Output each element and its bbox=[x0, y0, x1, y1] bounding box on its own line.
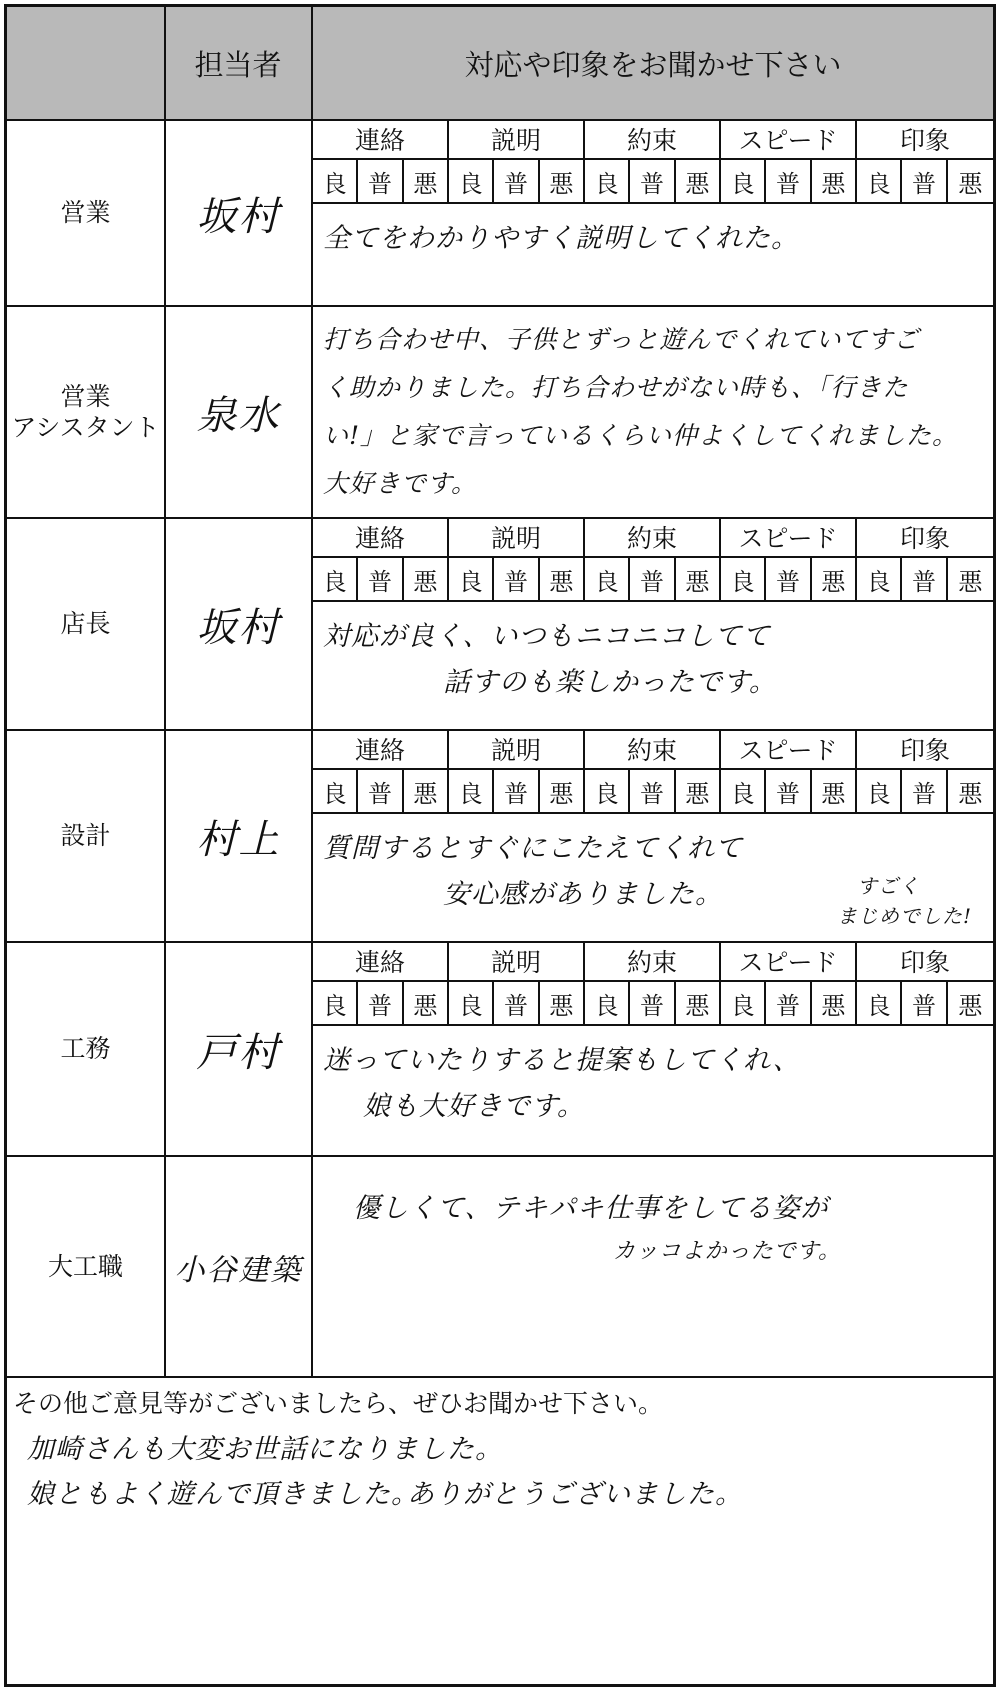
rating-option-selected[interactable]: 良 bbox=[585, 558, 630, 602]
rating-option[interactable]: 悪 bbox=[540, 160, 585, 204]
comment-line: 話すのも楽しかったです。 bbox=[443, 667, 777, 698]
rating-option[interactable]: 悪 bbox=[676, 770, 721, 814]
rating-option[interactable]: 悪 bbox=[812, 770, 857, 814]
feedback-sheet bbox=[4, 4, 996, 1687]
rating-option-selected[interactable]: 良 bbox=[585, 982, 630, 1026]
rating-category-header: スピード bbox=[721, 518, 857, 558]
rating-category-header: 印象 bbox=[857, 942, 993, 982]
rating-category-header: スピード bbox=[721, 120, 857, 160]
rating-option[interactable]: 悪 bbox=[540, 982, 585, 1026]
rating-option[interactable]: 普 bbox=[358, 770, 403, 814]
comment-line: 大好きです。 bbox=[323, 469, 478, 498]
rating-category-header: 連絡 bbox=[313, 730, 449, 770]
comment-line: カッコよかったです。 bbox=[613, 1239, 842, 1264]
rating-option[interactable]: 悪 bbox=[948, 558, 993, 602]
rating-category-header: 連絡 bbox=[313, 518, 449, 558]
rating-option-selected[interactable]: 良 bbox=[721, 770, 766, 814]
comment-line: 質問するとすぐにこたえてくれて bbox=[323, 833, 743, 864]
rating-category-header: 約束 bbox=[585, 120, 721, 160]
rating-option[interactable]: 悪 bbox=[540, 770, 585, 814]
rating-option[interactable]: 普 bbox=[902, 770, 947, 814]
side-note-line: まじめでした! bbox=[837, 904, 973, 928]
rating-option[interactable]: 悪 bbox=[948, 982, 993, 1026]
rating-option[interactable]: 悪 bbox=[676, 982, 721, 1026]
rating-option[interactable]: 普 bbox=[766, 982, 811, 1026]
person-name: 坂村 bbox=[196, 604, 281, 651]
other-comment-line-2: 娘ともよく遊んで頂きました。 bbox=[27, 1479, 419, 1510]
col-divider-2 bbox=[311, 7, 313, 1376]
rating-option-selected[interactable]: 良 bbox=[585, 770, 630, 814]
rating-option-selected[interactable]: 良 bbox=[857, 558, 902, 602]
rating-option[interactable]: 普 bbox=[494, 558, 539, 602]
rating-option[interactable]: 普 bbox=[902, 982, 947, 1026]
rating-category-header: 説明 bbox=[449, 730, 585, 770]
comment-line: 安心感がありました。 bbox=[443, 879, 723, 910]
rating-option-selected[interactable]: 良 bbox=[721, 558, 766, 602]
rating-option[interactable]: 悪 bbox=[812, 982, 857, 1026]
rating-option[interactable]: 普 bbox=[766, 770, 811, 814]
rating-option[interactable]: 悪 bbox=[676, 160, 721, 204]
rating-option[interactable]: 悪 bbox=[404, 982, 449, 1026]
comment-line: 優しくて、テキパキ仕事をしてる姿が bbox=[353, 1193, 829, 1224]
rating-option[interactable]: 普 bbox=[766, 558, 811, 602]
rating-category-header: 約束 bbox=[585, 518, 721, 558]
other-comment-line-1: 加崎さんも大変お世話になりました。 bbox=[27, 1434, 503, 1465]
rating-category-header: 印象 bbox=[857, 120, 993, 160]
comment-line: 娘も大好きです。 bbox=[363, 1091, 585, 1122]
rating-option[interactable]: 普 bbox=[630, 770, 675, 814]
rating-option[interactable]: 普 bbox=[494, 160, 539, 204]
rating-category-header: スピード bbox=[721, 942, 857, 982]
comment-line: 対応が良く、いつもニコニコしてて bbox=[323, 621, 771, 652]
rating-option-selected[interactable]: 良 bbox=[857, 770, 902, 814]
comment-line: 迷っていたりすると提案もしてくれ、 bbox=[323, 1045, 801, 1076]
person-name: 小谷建築 bbox=[174, 1252, 303, 1288]
other-comment-line-3: ありがとうございました。 bbox=[407, 1479, 743, 1510]
rating-option-selected[interactable]: 良 bbox=[449, 160, 494, 204]
rating-category-header: 連絡 bbox=[313, 120, 449, 160]
rating-option[interactable]: 普 bbox=[902, 160, 947, 204]
rating-category-header: 連絡 bbox=[313, 942, 449, 982]
rating-option[interactable]: 普 bbox=[902, 558, 947, 602]
rating-category-header: 印象 bbox=[857, 518, 993, 558]
person-name: 村上 bbox=[196, 816, 281, 863]
rating-option-selected[interactable]: 良 bbox=[313, 770, 358, 814]
rating-category-header: 説明 bbox=[449, 518, 585, 558]
rating-category-header: 説明 bbox=[449, 942, 585, 982]
department-label: 営業 アシスタント bbox=[11, 381, 160, 442]
rating-category-header: 約束 bbox=[585, 942, 721, 982]
rating-option[interactable]: 悪 bbox=[404, 160, 449, 204]
rating-option[interactable]: 普 bbox=[358, 558, 403, 602]
rating-option[interactable]: 普 bbox=[630, 160, 675, 204]
rating-option[interactable]: 普 bbox=[630, 558, 675, 602]
rating-option[interactable]: 悪 bbox=[948, 160, 993, 204]
rating-category-header: 約束 bbox=[585, 730, 721, 770]
header-comment-label: 対応や印象をお聞かせ下さい bbox=[464, 48, 842, 82]
rating-option-selected[interactable]: 良 bbox=[721, 982, 766, 1026]
rating-option-selected[interactable]: 良 bbox=[449, 770, 494, 814]
side-note-line: すごく bbox=[857, 874, 920, 898]
comment-line: く助かりました。打ち合わせがない時も、「行きた bbox=[323, 373, 909, 402]
department-label: 工務 bbox=[60, 1034, 111, 1064]
rating-option-selected[interactable]: 良 bbox=[313, 982, 358, 1026]
comment-line: 打ち合わせ中、子供とずっと遊んでくれていてすご bbox=[323, 325, 920, 354]
rating-option[interactable]: 悪 bbox=[404, 770, 449, 814]
person-name: 戸村 bbox=[196, 1029, 281, 1076]
header-person-label: 担当者 bbox=[194, 48, 282, 82]
rating-option[interactable]: 普 bbox=[358, 982, 403, 1026]
rating-option-selected[interactable]: 良 bbox=[857, 982, 902, 1026]
rating-option-selected[interactable]: 良 bbox=[449, 982, 494, 1026]
rating-option[interactable]: 普 bbox=[494, 770, 539, 814]
rating-option[interactable]: 悪 bbox=[812, 558, 857, 602]
rating-option-selected[interactable]: 良 bbox=[449, 558, 494, 602]
rating-option-selected[interactable]: 良 bbox=[585, 160, 630, 204]
rating-option[interactable]: 悪 bbox=[948, 770, 993, 814]
rating-option[interactable]: 悪 bbox=[812, 160, 857, 204]
department-label: 営業 bbox=[60, 198, 111, 228]
rating-option[interactable]: 悪 bbox=[404, 558, 449, 602]
department-label: 大工職 bbox=[47, 1251, 123, 1281]
rating-option[interactable]: 悪 bbox=[676, 558, 721, 602]
rating-option[interactable]: 悪 bbox=[540, 558, 585, 602]
rating-category-header: 説明 bbox=[449, 120, 585, 160]
rating-category-header: スピード bbox=[721, 730, 857, 770]
rating-option[interactable]: 普 bbox=[630, 982, 675, 1026]
rating-option-selected[interactable]: 良 bbox=[313, 558, 358, 602]
comment-line: い!」と家で言っているくらい仲よくしてくれました。 bbox=[323, 421, 959, 450]
rating-option-selected[interactable]: 良 bbox=[857, 160, 902, 204]
rating-category-header: 印象 bbox=[857, 730, 993, 770]
department-label: 店長 bbox=[60, 609, 111, 639]
rating-option[interactable]: 普 bbox=[494, 982, 539, 1026]
rating-option-selected[interactable]: 良 bbox=[313, 160, 358, 204]
rating-option[interactable]: 普 bbox=[766, 160, 811, 204]
rating-option[interactable]: 普 bbox=[358, 160, 403, 204]
person-name: 坂村 bbox=[196, 193, 281, 240]
comment-line: 全てをわかりやすく説明してくれた。 bbox=[323, 223, 799, 254]
person-name: 泉水 bbox=[196, 392, 281, 439]
rating-option-selected[interactable]: 良 bbox=[721, 160, 766, 204]
department-label: 設計 bbox=[60, 821, 111, 851]
other-label: その他ご意見等がございましたら、ぜひお聞かせ下さい。 bbox=[13, 1389, 664, 1418]
